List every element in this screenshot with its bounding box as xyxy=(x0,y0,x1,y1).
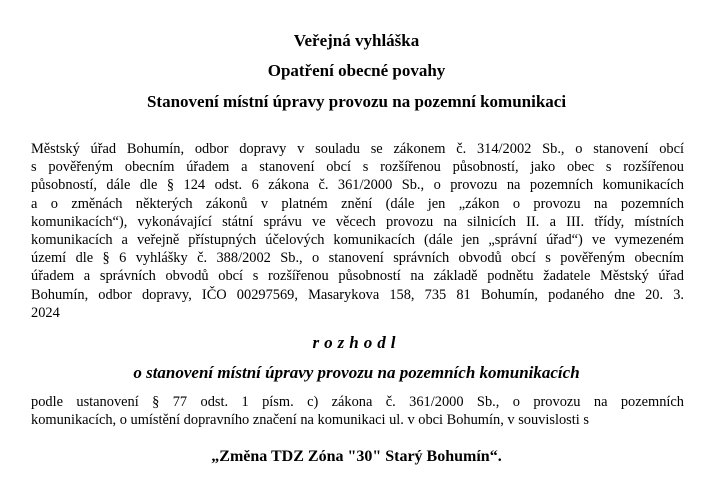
intro-line: s pověřeným obecním úřadem a stanovení obcí s rozšířenou působností, jako obec s rozšířenou xyxy=(31,159,684,176)
intro-line: komunikacích a veřejně přístupných účelových komunikacích (dále jen „správní úřad“) ve vymezeném xyxy=(31,232,684,249)
basis-paragraph xyxy=(31,393,684,429)
intro-line: komunikacích“), vykonávající státní správu ve věcech provozu na silnicích II. a III. třídy, místních xyxy=(31,213,684,230)
basis-line: podle ustanovení § 77 odst. 1 písm. c) zákona č. 361/2000 Sb., o provozu na pozemních xyxy=(31,394,684,410)
intro-line: úřadem a správních obvodů obcí s rozšířenou působností na základě podnětu žadatele Městský úřad xyxy=(31,268,684,285)
project-name: „Změna TDZ Zóna "30" Starý Bohumín“. xyxy=(211,448,502,465)
intro-line: 2024 xyxy=(31,304,60,321)
document-heading: Stanovení místní úpravy provozu na pozemní komunikaci xyxy=(146,92,567,111)
basis-line: komunikacích, o umístění dopravního značení na komunikaci ul. v obci Bohumín, v souvislosti s xyxy=(31,412,589,429)
intro-line: a o změnách některých zákonů v platném znění (dále jen „zákon o provozu na pozemních xyxy=(31,195,684,212)
intro-line: Bohumín, odbor dopravy, IČO 00297569, Masarykova 158, 735 81 Bohumín, podaného dne 20. 3. xyxy=(31,286,684,303)
decision-subject: o stanovení místní úpravy provozu na pozemních komunikacích xyxy=(133,363,580,382)
decision-word: rozhodl xyxy=(312,333,401,352)
intro-line: území dle § 6 vyhlášky č. 388/2002 Sb., o stanovení správních obvodů obcí s pověřeným obecním xyxy=(31,250,684,267)
intro-paragraph xyxy=(31,140,684,322)
document-subtitle: Opatření obecné povahy xyxy=(267,61,446,80)
document-title: Veřejná vyhláška xyxy=(293,31,420,50)
intro-line: působností, dále dle § 124 odst. 6 zákona č. 361/2000 Sb., o provozu na pozemních komunikacích xyxy=(31,177,684,194)
intro-line: Městský úřad Bohumín, odbor dopravy v souladu se zákonem č. 314/2002 Sb., o stanovení obcí xyxy=(31,141,684,157)
